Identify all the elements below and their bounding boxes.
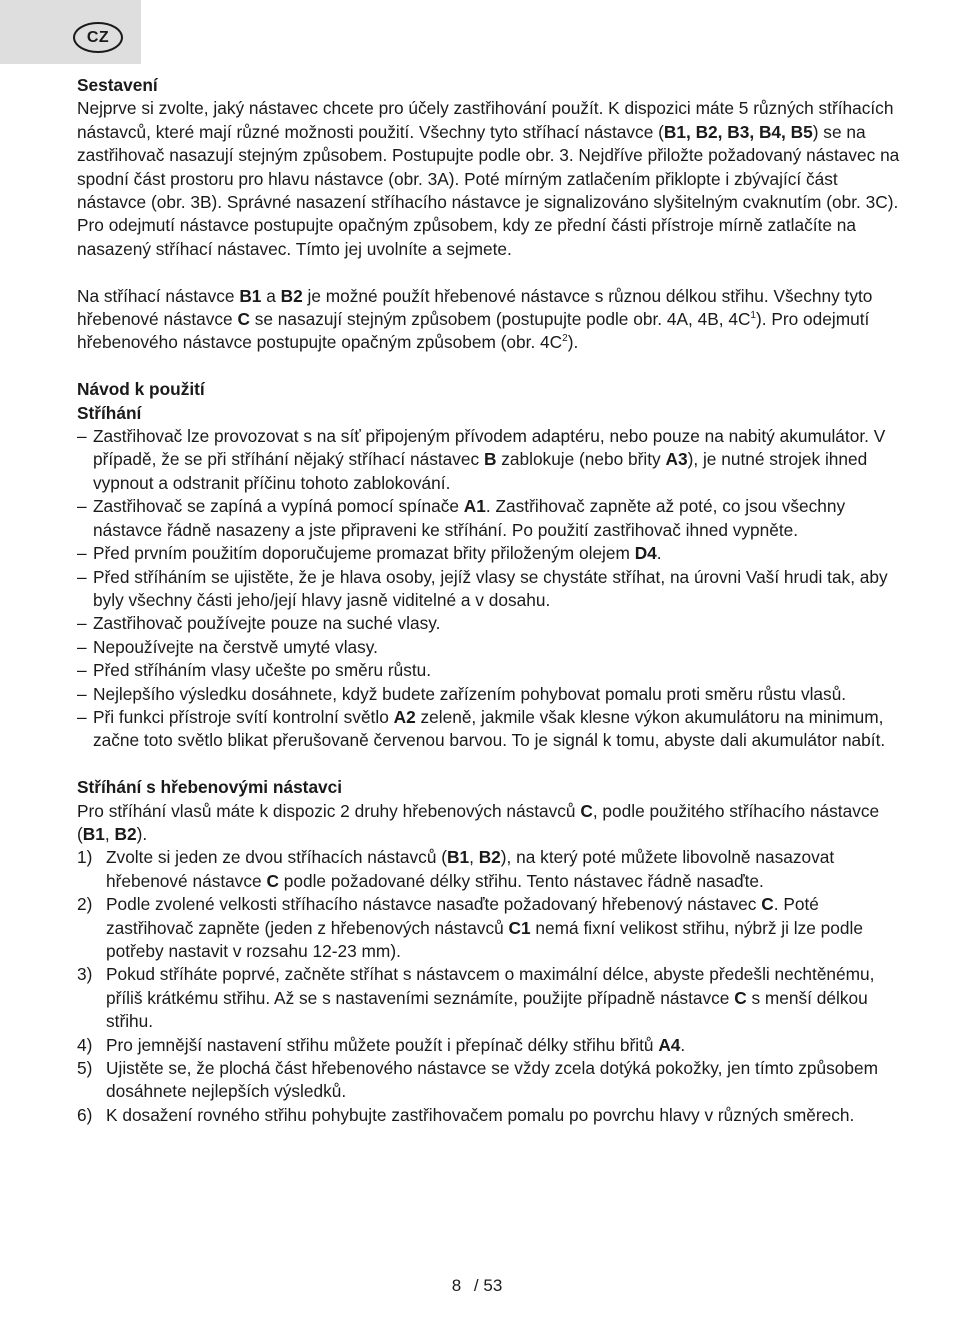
language-tab	[0, 0, 141, 64]
list-item: – Před stříháním vlasy učešte po směru růstu.	[77, 660, 432, 681]
page-number	[0, 1276, 954, 1296]
subheading-strihani: Stříhání	[77, 402, 142, 423]
numbered-step: 6) K dosažení rovného střihu pohybujte zastřihovačem pomalu po povrchu hlavy v různých směrech.	[77, 1104, 855, 1125]
numbered-step: 5) Ujistěte se, že plochá část hřebenového nástavce se vždy zcela dotýká pokožky, jen tímto způsobem dosáhnete nejlepších výsledků.	[77, 1058, 878, 1102]
page-total: / 53	[473, 1276, 503, 1295]
paragraph-assembly: Nejprve si zvolte, jaký nástavec chcete pro účely zastřihování použít. K dispozici máte 5 různých stříhacích nástavců, které mají různé možnosti použití. Všechny tyto stříhací nástavce (B1, B2, B3, B4, B5) se na zastřihovač nasazují stejným způsobem. Postupujte podle obr. 3. Nejdříve přiložte požadovaný nástavec na spodní část prostoru pro hlavu nástavce (obr. 3A). Poté mírným zatlačením přiklopte i zbývající část nástavce (obr. 3B). Správné nasazení stříhacího nástavce je signalizováno slyšitelným cvaknutím (obr. 3C). Pro odejmutí nástavce postupujte opačným způsobem, kdy ze přední části přístroje mírně zatlačíte na nasazený stříhací nástavec. Tímto jej uvolníte a sejmete.	[77, 98, 900, 259]
list-item: – Před stříháním se ujistěte, že je hlava osoby, jejíž vlasy se chystáte stříhat, na úrovni Vaší hrudi tak, aby byly všechny části jeho/její hlavy jasně viditelné a v dosahu.	[77, 566, 888, 610]
numbered-step: 4) Pro jemnější nastavení střihu můžete použít i přepínač délky střihu břitů A4.	[77, 1034, 686, 1055]
paragraph-comb-attachments: Na stříhací nástavce B1 a B2 je možné použít hřebenové nástavce s různou délkou střihu. Všechny tyto hřebenové nástavce C se nasazují stejným způsobem (postupujte podle obr. 4A, 4B, $4C^1$). Pro odejmutí hřebenového nástavce postupujte opačným způsobem (obr. $4C^2$).	[77, 285, 873, 353]
page-current: 8	[451, 1276, 462, 1295]
list-item: – Při funkci přístroje svítí kontrolní světlo A2 zeleně, jakmile však klesne výkon akumulátoru na minimum, začne toto světlo blikat přerušovaně červenou barvou. To je signál k tomu, abyste dali akumulátor nabít.	[77, 706, 886, 751]
list-item: – Nepoužívejte na čerstvě umyté vlasy.	[77, 636, 378, 657]
heading-comb-cutting: Stříhání s hřebenovými nástavci	[77, 777, 343, 798]
numbered-step: 3) Pokud stříháte poprvé, začněte stříhat s nástavcem o maximální délce, abyste předešli nechtěnému, příliš krátkému střihu. Až se s nastaveními seznámíte, použijte případně nástavce C s menší délkou střihu.	[77, 964, 875, 1032]
paragraph-comb-intro: Pro stříhání vlasů máte k dispozic 2 druhy hřebenových nástavců C, podle použitého stříhacího nástavce (B1, B2).	[77, 800, 880, 844]
list-item: – Před prvním použitím doporučujeme promazat břity přiloženým olejem D4.	[77, 543, 662, 564]
numbered-step: 2) Podle zvolené velkosti stříhacího nástavce nasaďte požadovaný hřebenový nástavec C. Poté zastřihovač zapněte (jeden z hřebenových nástavců C1 nemá fixní velikost střihu, nýbrž ji lze podle potřeby nastavit v rozsahu 12-23 mm).	[77, 894, 863, 961]
list-item: – Zastřihovač lze provozovat s na síť připojeným přívodem adaptéru, nebo pouze na nabitý akumulátor. V případě, že se při stříhání nějaký stříhací nástavec B zablokuje (nebo břity A3), je nutné strojek ihned vypnout a odstranit příčinu tohoto zablokování.	[77, 426, 886, 493]
list-item: – Nejlepšího výsledku dosáhnete, když budete zařízením pohybovat pomalu proti směru růstu vlasů.	[77, 683, 847, 704]
heading-navod: Návod k použití	[77, 379, 205, 400]
language-badge: CZ	[73, 22, 123, 53]
list-item: – Zastřihovač používejte pouze na suché vlasy.	[77, 613, 441, 634]
list-item: – Zastřihovač se zapíná a vypíná pomocí spínače A1. Zastřihovač zapněte až poté, co jsou všechny nástavce řádně nasazeny a jste připraveni ke stříhání. Po použití zastřihovač ihned vypněte.	[77, 496, 846, 540]
page-content	[77, 74, 907, 1127]
numbered-step: 1) Zvolte si jeden ze dvou stříhacích nástavců (B1, B2), na který poté můžete libovolně nasazovat hřebenové nástavce C podle požadované délky střihu. Tento nástavec řádně nasaďte.	[77, 847, 835, 891]
heading-sestaveni: Sestavení	[77, 75, 158, 95]
